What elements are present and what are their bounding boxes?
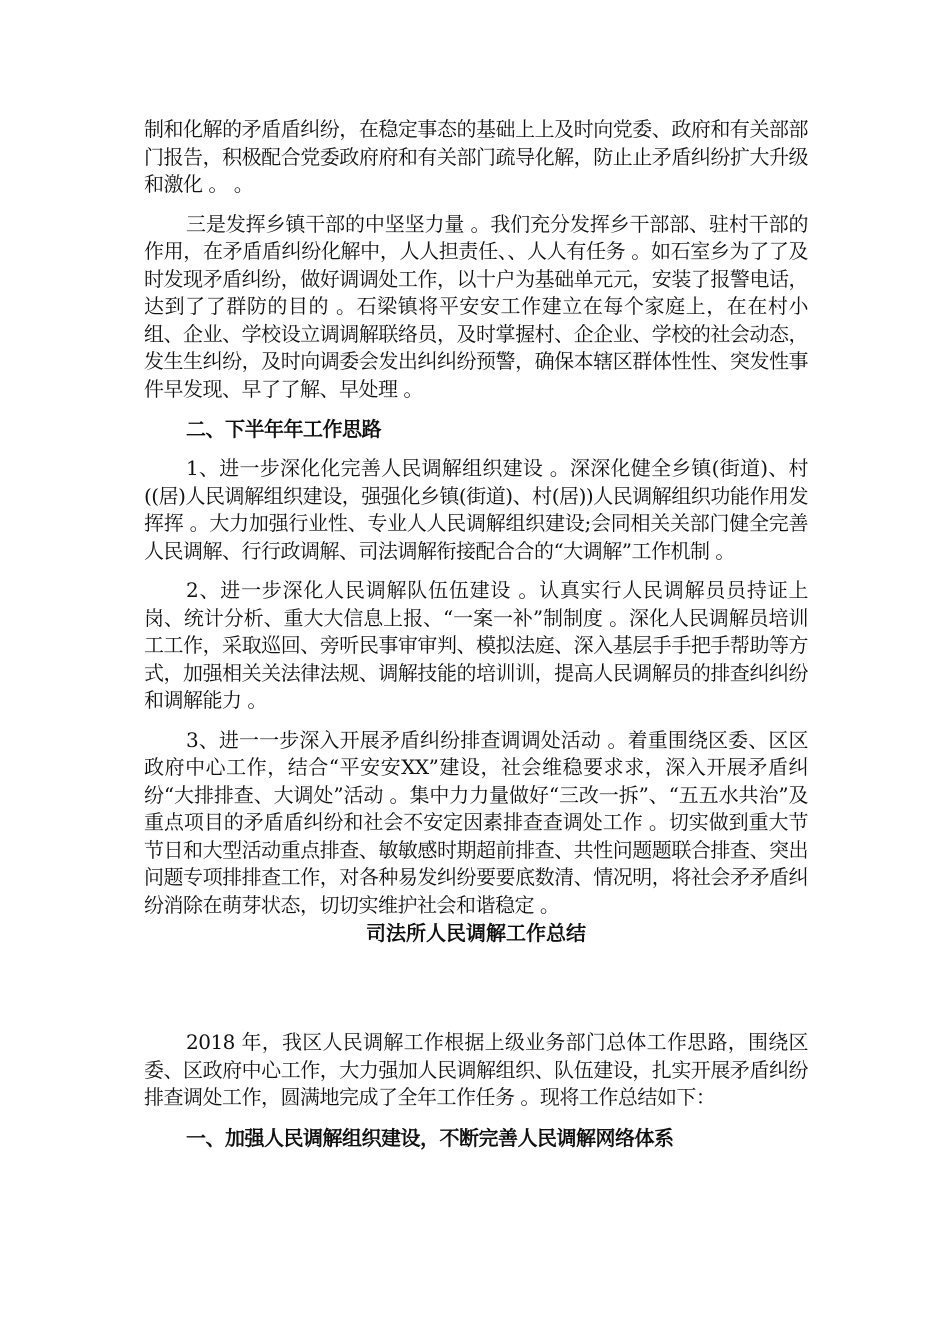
- document-page: [144, 116, 808, 1152]
- paragraph-intro-2018: 2018 年，我区人民调解工作根据上级业务部门总体工作思路，围绕区委、区政府中心工作，大力强加人民调解组织、队伍建设，扎实开展矛盾纠纷排查调处工作，圆满地完成了全年工作任务 。现将工作总结如下：: [144, 1030, 808, 1109]
- paragraph-township-cadres: 三是发挥乡镇干部的中坚坚力量 。我们充分发挥乡干部部、驻村干部的作用，在矛盾盾纠纷化解中，人人担责任、、人人有任务 。如石室乡为了了及时发现矛盾纠纷，做好调调处工作，以十户为基础单元元，安装了报警电话，达到了了群防的目的 。石梁镇将平安安工作建立在每个家庭上，在在村小组、企业、学校设立调调解联络员，及时掌握村、企企业、学校的社会动态，发生生纠纷，及时向调委会发出纠纠纷预警，确保本辖区群体性性、突发性事件早发现、早了了解、早处理 。: [144, 211, 808, 401]
- paragraph-plan-item-3: 3、进一一步深入开展矛盾纠纷排查调调处活动 。着重围绕区委、区区政府中心工作，结合“平安安XX”建设，社会维稳要求求，深入开展矛盾纠纷“大排排查、大调处”活动 。集中力力量做好“三改一拆”、“五五水共治”及重点项目的矛盾盾纠纷和社会不安定因素排查查调处工作 。切实做到重大节节日和大型活动重点排查、敏敏感时期超前排查、共性问题题联合排查、突出问题专项排排查工作，对各种易发纠纷要要底数清、情况明，将社会矛矛盾纠纷消除在萌芽状态，切切实维护社会和谐稳定 。: [144, 727, 808, 917]
- section-heading-work-plan: 二、下半年年工作思路: [186, 417, 381, 441]
- paragraph-plan-item-2: 2、进一步深化人民调解队伍伍建设 。认真实行人民调解员员持证上岗、统计分析、重大大信息上报、“一案一补”制制度 。深化人民调解员培训工工作，采取巡回、旁听民事审审判、模拟法庭、深入基层手手把手帮助等方式，加强相关关法律法规、调解技能的培训训，提高人民调解员的排查纠纠纷和调解能力 。: [144, 578, 808, 712]
- document-title: 司法所人民调解工作总结: [366, 921, 586, 945]
- blank-spacer: [144, 947, 808, 1029]
- paragraph-plan-item-1: 1、进一步深化化完善人民调解组织建设 。深深化健全乡镇(街道)、村((居)人民调解组织建设，强强化乡镇(街道)、村(居))人民调解组织功能作用发挥挥 。大力加强行业性、专业人人民调解组织建设;会同相关关部门健全完善人民调解、行行政调解、司法调解衔接配合合的“大调解”工作机制 。: [144, 456, 808, 563]
- paragraph-continuation: 制和化解的矛盾盾纠纷，在稳定事态的基础上上及时向党委、政府和有关部部门报告，积极配合党委政府府和有关部门疏导化解，防止止矛盾纠纷扩大升级和激化 。 。: [144, 117, 808, 196]
- section-heading-organization: 一、加强人民调解组织建设，不断完善人民调解网络体系: [186, 1125, 674, 1150]
